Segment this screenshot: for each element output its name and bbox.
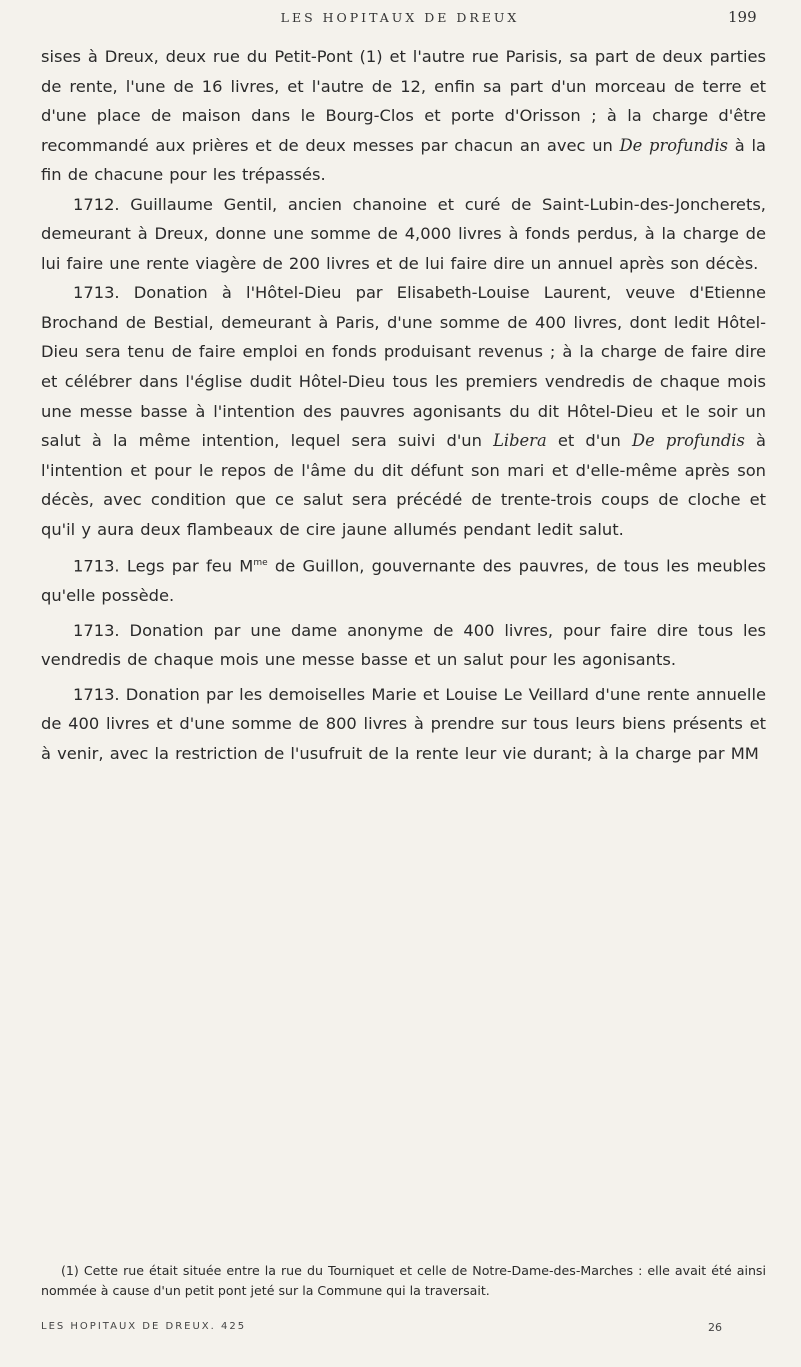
running-title: LES HOPITAUX DE DREUX [280, 10, 520, 25]
paragraph-1-italic: De profundis [619, 135, 729, 155]
running-head [0, 6, 801, 30]
footnotes [41, 1261, 766, 1301]
page-number: 199 [728, 8, 757, 26]
paragraph-1 [41, 42, 766, 190]
paragraph-1713-laurent-text: 1713. Donation à l'Hôtel-Dieu par Elisabeth-Louise Laurent, veuve d'Etienne Brochand de Bestial, demeurant à Paris, d'une somme de 400 livres, dont ledit Hôtel-Dieu sera tenu de faire emploi en fonds produisant revenus ; à la charge de faire dire et célébrer dans l'église dudit Hôtel-Dieu tous les premiers vendredis de chaque mois une messe basse à l'intention des pauvres agonisants du dit Hôtel-Dieu et le soir un salut à la même intention, lequel sera suivi d'un [41, 283, 766, 451]
paragraph-1713-veillard: 1713. Donation par les demoiselles Marie et Louise Le Veillard d'une rente annuelle de 400 livres et d'une somme de 800 livres à prendre sur tous leurs biens présents et à venir, avec la restriction de l'usufruit de la rente leur vie durant; à la charge par MM [41, 684, 766, 763]
signature-left: LES HOPITAUX DE DREUX. 425 [41, 1321, 247, 1332]
paragraph-1712: 1712. Guillaume Gentil, ancien chanoine et curé de Saint-Lubin-des-Joncherets, demeurant à Dreux, donne une somme de 4,000 livres à fonds perdus, à la charge de lui faire une rente viagère de 200 livres et de lui faire dire un annuel après son décès. [41, 194, 766, 273]
libera-italic: Libera [493, 431, 547, 451]
paragraph-1713-laurent [41, 278, 766, 544]
signature-right: 26 [708, 1321, 722, 1334]
madame-superscript: me [253, 558, 268, 569]
paragraph-1713-guillon-text: 1713. Legs par feu M [73, 556, 254, 576]
footnote-1: (1) Cette rue était située entre la rue du Tourniquet et celle de Notre-Dame-des-Marches : elle avait été ainsi nommée à cause d'un petit pont jeté sur la Commune qui la traversait. [41, 1263, 766, 1298]
paragraph-1713-laurent-mid: et d'un [546, 431, 633, 451]
body-text [41, 42, 766, 769]
printer-signature [41, 1321, 766, 1341]
paragraph-1713-anonyme: 1713. Donation par une dame anonyme de 400 livres, pour faire dire tous les vendredis de chaque mois une messe basse et un salut pour les agonisants. [41, 620, 766, 670]
paragraph-1713-guillon [41, 549, 766, 611]
paragraph-1-text: sises à Dreux, deux rue du Petit-Pont (1) et l'autre rue Parisis, sa part de deux parties de rente, l'une de 16 livres, et l'autre de 12, enfin sa part d'un morceau de terre et d'une place de maison dans le Bourg-Clos et porte d'Orisson ; à la charge d'être recommandé aux prières et de deux messes par chacun an avec un [41, 47, 766, 155]
paragraph-1-end: à la fin de chacune pour les trépassés. [41, 135, 766, 185]
de-profundis-italic: De profundis [632, 431, 745, 451]
paragraph-1713-guillon-end: de Guillon, gouvernante des pauvres, de tous les meubles qu'elle possède. [41, 556, 766, 606]
paragraph-1713-laurent-end: à l'intention et pour le repos de l'âme du dit défunt son mari et d'elle-même après son décès, avec condition que ce salut sera précédé de trente-trois coups de cloche et qu'il y aura deux flambeaux de cire jaune allumés pendant ledit salut. [41, 431, 766, 539]
